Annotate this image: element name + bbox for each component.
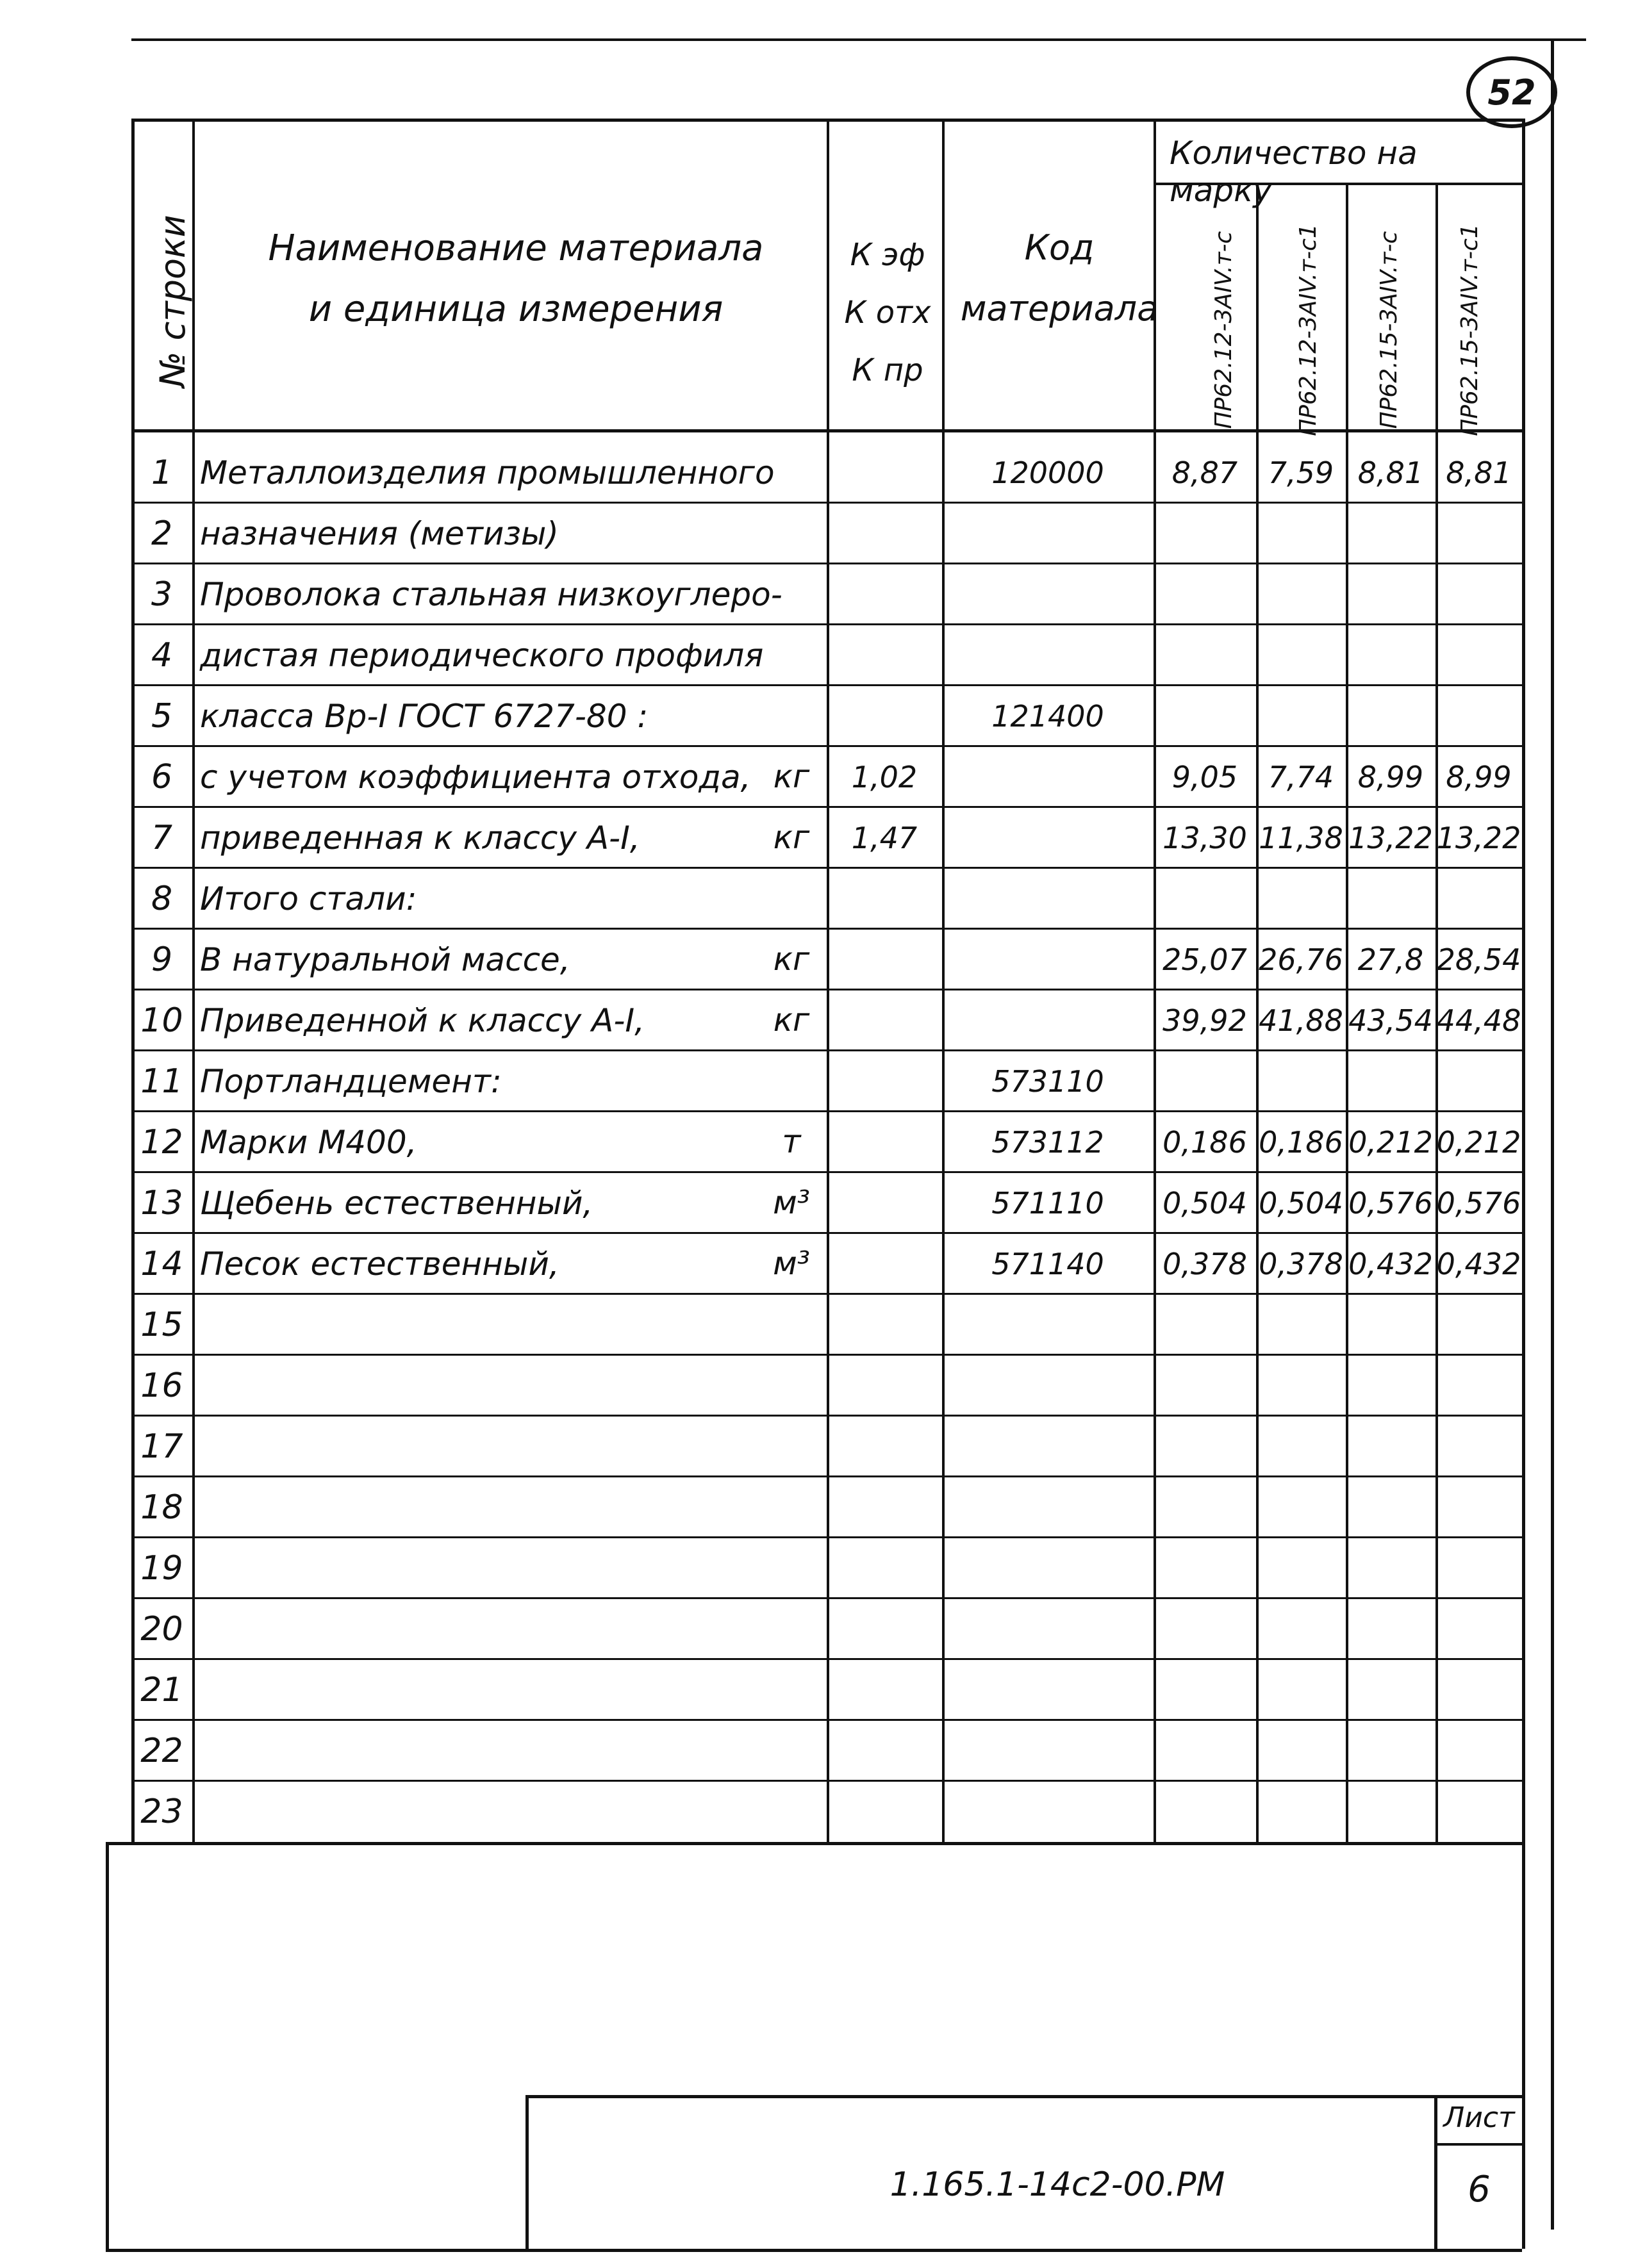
quantity-mark-3 bbox=[1346, 1781, 1435, 1842]
quantity-mark-3 bbox=[1346, 1720, 1435, 1781]
quantity-mark-4 bbox=[1435, 625, 1522, 686]
material-code bbox=[942, 503, 1154, 564]
material-code bbox=[942, 625, 1154, 686]
material-code bbox=[942, 1781, 1154, 1842]
quantity-mark-3: 0,212 bbox=[1348, 1124, 1433, 1160]
quantity-mark-3: 43,54 bbox=[1348, 1003, 1433, 1038]
material-name bbox=[192, 1355, 834, 1416]
row-number: 5 bbox=[151, 696, 173, 735]
row-number: 12 bbox=[140, 1122, 183, 1162]
quantity-mark-4 bbox=[1435, 1477, 1522, 1538]
material-unit: кг bbox=[773, 1001, 810, 1039]
material-name bbox=[192, 1781, 834, 1842]
material-unit: т bbox=[782, 1123, 801, 1160]
material-code bbox=[942, 1538, 1154, 1598]
quantity-mark-4: 13,22 bbox=[1436, 820, 1521, 855]
quantity-mark-2: 26,76 bbox=[1259, 942, 1343, 977]
material-code bbox=[942, 1720, 1154, 1781]
row-number: 19 bbox=[140, 1549, 183, 1588]
material-name: Марки М400, bbox=[200, 1123, 417, 1161]
coefficient bbox=[827, 564, 942, 625]
row-number: 22 bbox=[140, 1731, 183, 1770]
quantity-mark-1: 8,87 bbox=[1171, 455, 1238, 490]
quantity-mark-3: 8,99 bbox=[1357, 759, 1424, 794]
quantity-mark-3: 8,81 bbox=[1357, 455, 1424, 490]
quantity-mark-4 bbox=[1435, 1538, 1522, 1598]
quantity-mark-4 bbox=[1435, 686, 1522, 746]
quantity-mark-1 bbox=[1154, 868, 1256, 929]
row-number: 11 bbox=[140, 1062, 183, 1101]
header-quantity-title: Количество на марку bbox=[1170, 135, 1418, 209]
material-unit: м³ bbox=[773, 1184, 810, 1221]
material-name: дистая периодического профиля bbox=[200, 636, 764, 674]
material-code: 120000 bbox=[991, 455, 1104, 490]
quantity-mark-4 bbox=[1435, 503, 1522, 564]
material-name: Песок естественный, bbox=[200, 1245, 559, 1283]
material-code bbox=[942, 746, 1154, 807]
coefficient: 1,02 bbox=[851, 759, 918, 794]
header-coef-eff: К эф bbox=[850, 237, 925, 273]
quantity-mark-1: 13,30 bbox=[1162, 820, 1247, 855]
coefficient bbox=[827, 990, 942, 1051]
quantity-mark-4: 8,81 bbox=[1446, 455, 1512, 490]
quantity-mark-4: 0,212 bbox=[1436, 1124, 1521, 1160]
material-name bbox=[192, 1659, 834, 1720]
material-name: В натуральной массе, bbox=[200, 941, 570, 978]
page-left-border bbox=[106, 1842, 109, 2249]
quantity-mark-2: 41,88 bbox=[1259, 1003, 1343, 1038]
quantity-mark-4 bbox=[1435, 1720, 1522, 1781]
quantity-mark-3: 13,22 bbox=[1348, 820, 1433, 855]
material-code: 571140 bbox=[991, 1246, 1104, 1281]
material-name bbox=[192, 1416, 834, 1477]
coefficient bbox=[827, 1355, 942, 1416]
table-end-border bbox=[106, 1842, 1522, 1845]
row-number: 4 bbox=[151, 636, 173, 675]
quantity-mark-4 bbox=[1435, 1294, 1522, 1355]
row-number: 13 bbox=[140, 1183, 183, 1222]
row-number: 7 bbox=[151, 818, 173, 857]
quantity-mark-4: 0,432 bbox=[1436, 1246, 1521, 1281]
material-code: 571110 bbox=[991, 1185, 1104, 1220]
quantity-mark-1 bbox=[1154, 564, 1256, 625]
quantity-mark-1 bbox=[1154, 1355, 1256, 1416]
coefficient bbox=[827, 1294, 942, 1355]
quantity-mark-2 bbox=[1256, 1720, 1346, 1781]
quantity-mark-1 bbox=[1154, 625, 1256, 686]
row-number: 9 bbox=[151, 940, 173, 979]
quantity-mark-1: 0,378 bbox=[1162, 1246, 1247, 1281]
material-name: Щебень естественный, bbox=[200, 1184, 593, 1222]
quantity-mark-3 bbox=[1346, 1538, 1435, 1598]
quantity-mark-4 bbox=[1435, 1781, 1522, 1842]
coefficient bbox=[827, 868, 942, 929]
quantity-mark-3 bbox=[1346, 1416, 1435, 1477]
material-code: 121400 bbox=[991, 698, 1104, 734]
coefficient bbox=[827, 1538, 942, 1598]
material-name: приведенная к классу А-I, bbox=[200, 819, 640, 857]
quantity-mark-4: 44,48 bbox=[1436, 1003, 1521, 1038]
quantity-mark-2 bbox=[1256, 1477, 1346, 1538]
material-code bbox=[942, 807, 1154, 868]
row-number: 17 bbox=[140, 1427, 183, 1466]
material-code: 573112 bbox=[991, 1124, 1104, 1160]
header-coef-reduced: К пр bbox=[852, 352, 923, 388]
material-code bbox=[942, 1477, 1154, 1538]
quantity-mark-4 bbox=[1435, 1051, 1522, 1112]
quantity-mark-4 bbox=[1435, 1659, 1522, 1720]
header-row-number: № строки bbox=[153, 215, 193, 388]
coefficient bbox=[827, 1781, 942, 1842]
quantity-mark-1: 0,186 bbox=[1162, 1124, 1247, 1160]
coefficient bbox=[827, 929, 942, 990]
header-coef-waste: К отх bbox=[844, 295, 931, 331]
header-mark-4: ПР62.15-3АIV.т-с1 bbox=[1457, 224, 1483, 436]
quantity-mark-1 bbox=[1154, 1598, 1256, 1659]
material-name: Металлоизделия промышленного bbox=[200, 454, 775, 491]
quantity-mark-2 bbox=[1256, 686, 1346, 746]
quantity-mark-2 bbox=[1256, 1538, 1346, 1598]
quantity-mark-3 bbox=[1346, 1477, 1435, 1538]
quantity-mark-3 bbox=[1346, 868, 1435, 929]
quantity-mark-1 bbox=[1154, 1051, 1256, 1112]
quantity-mark-2 bbox=[1256, 1598, 1346, 1659]
stamp-left bbox=[525, 2095, 529, 2252]
quantity-mark-4: 0,576 bbox=[1436, 1185, 1521, 1220]
coefficient bbox=[827, 1720, 942, 1781]
quantity-mark-4: 8,99 bbox=[1446, 759, 1512, 794]
material-code bbox=[942, 1416, 1154, 1477]
material-name bbox=[192, 1477, 834, 1538]
quantity-mark-1 bbox=[1154, 1416, 1256, 1477]
quantity-mark-1 bbox=[1154, 503, 1256, 564]
material-code bbox=[942, 929, 1154, 990]
quantity-mark-3: 27,8 bbox=[1357, 942, 1424, 977]
stamp-top bbox=[525, 2095, 1522, 2098]
material-code bbox=[942, 868, 1154, 929]
page-number: 52 bbox=[1487, 72, 1536, 113]
material-name: Проволока стальная низкоуглеро- bbox=[200, 575, 782, 613]
sheet-number: 6 bbox=[1468, 2169, 1491, 2210]
quantity-mark-2: 7,74 bbox=[1268, 759, 1334, 794]
quantity-mark-3: 0,432 bbox=[1348, 1246, 1433, 1281]
row-number: 2 bbox=[151, 514, 173, 553]
quantity-mark-2 bbox=[1256, 1294, 1346, 1355]
material-unit: кг bbox=[773, 941, 810, 978]
coefficient bbox=[827, 1416, 942, 1477]
row-number: 3 bbox=[151, 575, 173, 614]
row-number: 10 bbox=[140, 1001, 183, 1040]
header-mark-1: ПР62.12-3АIV.т-с bbox=[1211, 231, 1237, 429]
quantity-mark-1 bbox=[1154, 1659, 1256, 1720]
coefficient bbox=[827, 1051, 942, 1112]
material-code bbox=[942, 564, 1154, 625]
material-name: класса Вр-I ГОСТ 6727-80 : bbox=[200, 697, 649, 735]
quantity-mark-3 bbox=[1346, 1294, 1435, 1355]
quantity-mark-2: 7,59 bbox=[1268, 455, 1334, 490]
quantity-mark-2: 0,378 bbox=[1259, 1246, 1343, 1281]
row-number: 21 bbox=[140, 1670, 183, 1709]
coefficient bbox=[827, 1233, 942, 1294]
header-code-line1: Код bbox=[1024, 227, 1095, 268]
quantity-mark-1 bbox=[1154, 1781, 1256, 1842]
material-name: Портландцемент: bbox=[200, 1062, 502, 1100]
material-unit: м³ bbox=[773, 1245, 810, 1282]
quantity-mark-2 bbox=[1256, 564, 1346, 625]
header-name-line2: и единица измерения bbox=[308, 288, 724, 330]
quantity-mark-3 bbox=[1346, 1598, 1435, 1659]
quantity-mark-2 bbox=[1256, 503, 1346, 564]
quantity-mark-3 bbox=[1346, 625, 1435, 686]
quantity-mark-4 bbox=[1435, 1355, 1522, 1416]
material-code bbox=[942, 1355, 1154, 1416]
coefficient bbox=[827, 686, 942, 746]
material-name: назначения (метизы) bbox=[200, 514, 559, 552]
material-name: Итого стали: bbox=[200, 880, 417, 917]
quantity-mark-2: 11,38 bbox=[1259, 820, 1343, 855]
quantity-mark-1: 25,07 bbox=[1162, 942, 1247, 977]
material-code bbox=[942, 1659, 1154, 1720]
quantity-mark-4 bbox=[1435, 1416, 1522, 1477]
quantity-mark-1: 39,92 bbox=[1162, 1003, 1247, 1038]
page-bottom-border bbox=[106, 2249, 1522, 2252]
quantity-mark-3 bbox=[1346, 1355, 1435, 1416]
quantity-mark-1: 9,05 bbox=[1171, 759, 1238, 794]
sheet-label: Лист bbox=[1443, 2101, 1515, 2134]
row-number: 23 bbox=[140, 1792, 183, 1831]
row-number: 18 bbox=[140, 1488, 183, 1527]
coefficient bbox=[827, 1477, 942, 1538]
quantity-mark-3 bbox=[1346, 564, 1435, 625]
header-code-line2: материала bbox=[960, 288, 1159, 329]
quantity-mark-3 bbox=[1346, 1659, 1435, 1720]
row-number: 6 bbox=[151, 757, 173, 796]
material-unit: кг bbox=[773, 819, 810, 856]
row-number: 15 bbox=[140, 1305, 183, 1344]
quantity-mark-4 bbox=[1435, 1598, 1522, 1659]
coefficient bbox=[827, 625, 942, 686]
table-right-border bbox=[1522, 119, 1525, 2249]
stamp-sheet-hline bbox=[1434, 2143, 1522, 2146]
material-code bbox=[942, 1598, 1154, 1659]
row-number: 20 bbox=[140, 1609, 183, 1648]
quantity-mark-2 bbox=[1256, 1355, 1346, 1416]
material-name bbox=[192, 1294, 834, 1355]
coefficient bbox=[827, 442, 942, 503]
quantity-mark-3 bbox=[1346, 1051, 1435, 1112]
row-number: 14 bbox=[140, 1244, 183, 1283]
quantity-mark-2 bbox=[1256, 868, 1346, 929]
material-name: с учетом коэффициента отхода, bbox=[200, 758, 751, 796]
material-unit: кг bbox=[773, 758, 810, 795]
quantity-mark-1 bbox=[1154, 1477, 1256, 1538]
coefficient bbox=[827, 1172, 942, 1233]
material-name bbox=[192, 1720, 834, 1781]
coefficient bbox=[827, 503, 942, 564]
row-number: 8 bbox=[151, 879, 173, 918]
page-right-rule bbox=[1551, 38, 1554, 2230]
quantity-mark-2 bbox=[1256, 1416, 1346, 1477]
header-mark-3: ПР62.15-3АIV.т-с bbox=[1376, 231, 1402, 429]
material-code bbox=[942, 990, 1154, 1051]
row-number: 16 bbox=[140, 1366, 183, 1405]
material-code: 573110 bbox=[991, 1064, 1104, 1099]
quantity-mark-2: 0,186 bbox=[1259, 1124, 1343, 1160]
coefficient bbox=[827, 1112, 942, 1172]
quantity-mark-2 bbox=[1256, 625, 1346, 686]
quantity-mark-3: 0,576 bbox=[1348, 1185, 1433, 1220]
quantity-mark-4 bbox=[1435, 564, 1522, 625]
quantity-mark-1 bbox=[1154, 1294, 1256, 1355]
quantity-mark-2 bbox=[1256, 1781, 1346, 1842]
coefficient bbox=[827, 1598, 942, 1659]
quantity-mark-2 bbox=[1256, 1051, 1346, 1112]
quantity-mark-4: 28,54 bbox=[1436, 942, 1521, 977]
material-code bbox=[942, 1294, 1154, 1355]
quantity-mark-2: 0,504 bbox=[1259, 1185, 1343, 1220]
coefficient bbox=[827, 1659, 942, 1720]
material-name bbox=[192, 1598, 834, 1659]
quantity-mark-4 bbox=[1435, 868, 1522, 929]
quantity-mark-1 bbox=[1154, 1538, 1256, 1598]
document-code: 1.165.1-14с2-00.РМ bbox=[889, 2165, 1225, 2204]
quantity-mark-1 bbox=[1154, 1720, 1256, 1781]
row-number: 1 bbox=[151, 453, 173, 492]
quantity-mark-1 bbox=[1154, 686, 1256, 746]
quantity-mark-2 bbox=[1256, 1659, 1346, 1720]
material-name bbox=[192, 1538, 834, 1598]
quantity-mark-3 bbox=[1346, 686, 1435, 746]
quantity-mark-3 bbox=[1346, 503, 1435, 564]
header-name-line1: Наименование материала bbox=[268, 227, 764, 269]
coefficient: 1,47 bbox=[851, 820, 918, 855]
material-name: Приведенной к классу А-I, bbox=[200, 1001, 645, 1039]
header-mark-2: ПР62.12-3АIV.т-с1 bbox=[1295, 224, 1321, 436]
quantity-mark-1: 0,504 bbox=[1162, 1185, 1247, 1220]
